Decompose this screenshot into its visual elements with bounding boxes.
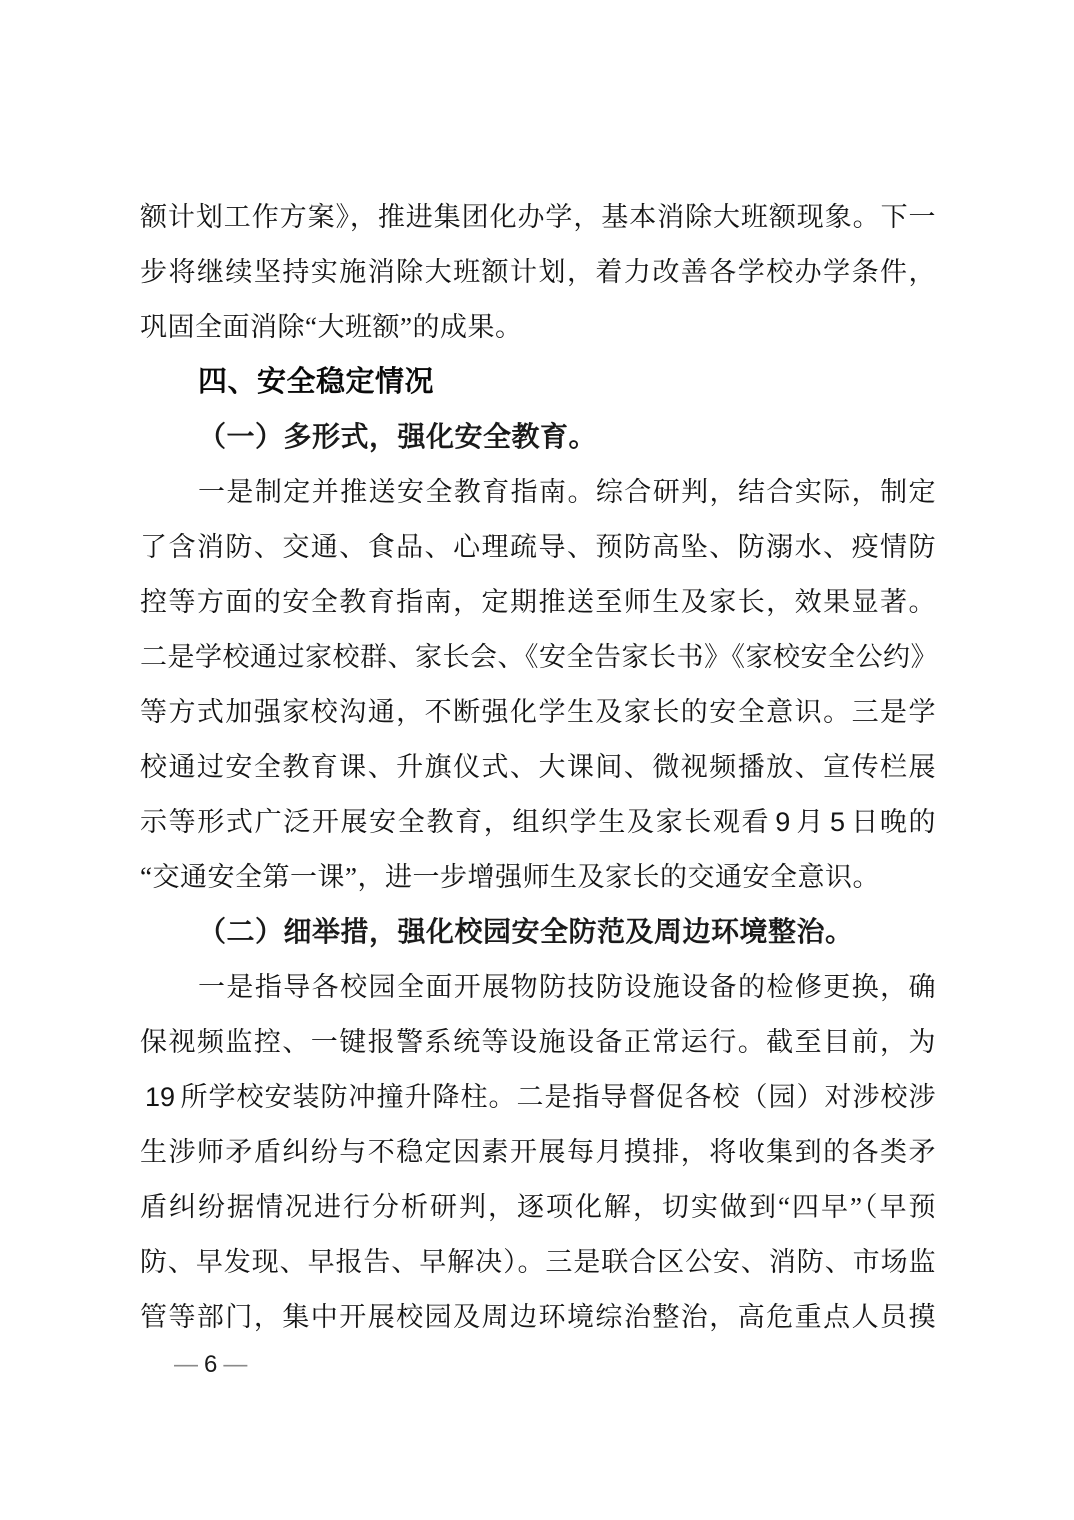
arabic-numeral: 5 xyxy=(830,807,846,837)
arabic-numeral: 9 xyxy=(775,807,791,837)
document-line: 生涉师矛盾纠纷与不稳定因素开展每月摸排，将收集到的各类矛 xyxy=(140,1137,936,1167)
arabic-numeral: 19 xyxy=(145,1082,176,1112)
document-line: 等方式加强家校沟通，不断强化学生及家长的安全意识。三是学 xyxy=(140,697,936,727)
document-line: 控等方面的安全教育指南，定期推送至师生及家长，效果显著。 xyxy=(140,587,936,617)
document-line: 管等部门，集中开展校园及周边环境综治整治，高危重点人员摸 xyxy=(140,1302,936,1332)
document-line: 额计划工作方案》，推进集团化办学，基本消除大班额现象。下一 xyxy=(140,202,936,232)
document-line: 巩固全面消除“大班额”的成果。 xyxy=(140,312,523,342)
subsection-heading: （一）多形式，强化安全教育。 xyxy=(198,422,598,453)
document-line: 19 所学校安装防冲撞升降柱。二是指导督促各校（园）对涉校涉 xyxy=(145,1082,936,1112)
subsection-heading: （二）细举措，强化校园安全防范及周边环境整治。 xyxy=(198,917,854,948)
section-heading: 四、安全稳定情况 xyxy=(198,366,435,398)
document-line: 防、早发现、早报告、早解决）。三是联合区公安、消防、市场监 xyxy=(140,1247,936,1277)
page-footer xyxy=(168,1350,253,1380)
document-line: 一是制定并推送安全教育指南。综合研判，结合实际，制定 xyxy=(198,477,936,507)
footer-dash-right: — xyxy=(223,1351,248,1378)
document-line: 盾纠纷据情况进行分析研判，逐项化解，切实做到“四早”（早预 xyxy=(140,1192,936,1222)
document-line: 保视频监控、一键报警系统等设施设备正常运行。截至目前，为 xyxy=(140,1027,936,1057)
document-line: 校通过安全教育课、升旗仪式、大课间、微视频播放、宣传栏展 xyxy=(140,752,936,782)
document-line: 步将继续坚持实施消除大班额计划，着力改善各学校办学条件， xyxy=(140,257,936,287)
document-line: “交通安全第一课”，进一步增强师生及家长的交通安全意识。 xyxy=(140,862,880,892)
document-content xyxy=(140,190,936,1345)
page-number: 6 xyxy=(204,1351,218,1378)
document-line: 一是指导各校园全面开展物防技防设施设备的检修更换，确 xyxy=(198,972,936,1002)
document-line: 了含消防、交通、食品、心理疏导、预防高坠、防溺水、疫情防 xyxy=(140,532,936,562)
document-line: 示等形式广泛开展安全教育，组织学生及家长观看 9 月 5 日晚的 xyxy=(140,807,937,837)
document-line: 二是学校通过家校群、家长会、《安全告家长书》《家校安全公约》 xyxy=(140,642,938,672)
footer-dash-left: — xyxy=(174,1351,198,1378)
